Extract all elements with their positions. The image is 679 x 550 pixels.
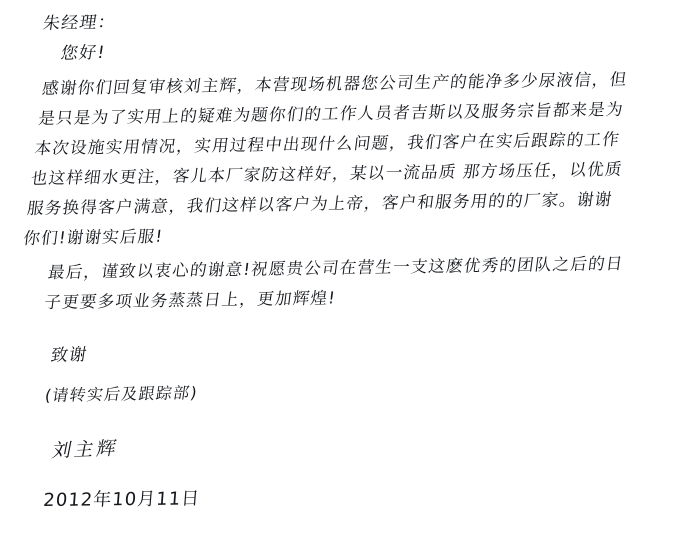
letter-paragraph-2: 最后，谨致以衷心的谢意!祝愿贵公司在营生一支这麽优秀的团队之后的日子更要多项业务蒸蒸日上，更加辉煌! [43, 253, 625, 312]
letter-salutation: 朱经理： [41, 12, 118, 34]
letter-date: 2012年10月11日 [42, 488, 201, 511]
letter-greeting: 您好! [59, 42, 107, 64]
letter-closing: 致谢 [49, 344, 89, 366]
letter-paragraph-1: 感谢你们回复审核刘主辉，本营现场机器您公司生产的能净多少尿液信，但是只是为了实用上的疑难为题你们的工作人员者吉斯以及服务宗旨都来是为本次设施实用情况，实用过程中出现什么问题，我们客户在实后跟踪的工作也这样细水更注，客儿本厂家防这样好，某以一流品质 那方场压任，以优质服务换得客户满意，我们这样以客户为上帝，客户和服务用的的厂家。谢谢你们!谢谢实后服! [22, 69, 629, 248]
letter-routing-note: (请转实后及跟踪部) [43, 383, 200, 405]
letter-signature: 刘主辉 [50, 437, 121, 462]
